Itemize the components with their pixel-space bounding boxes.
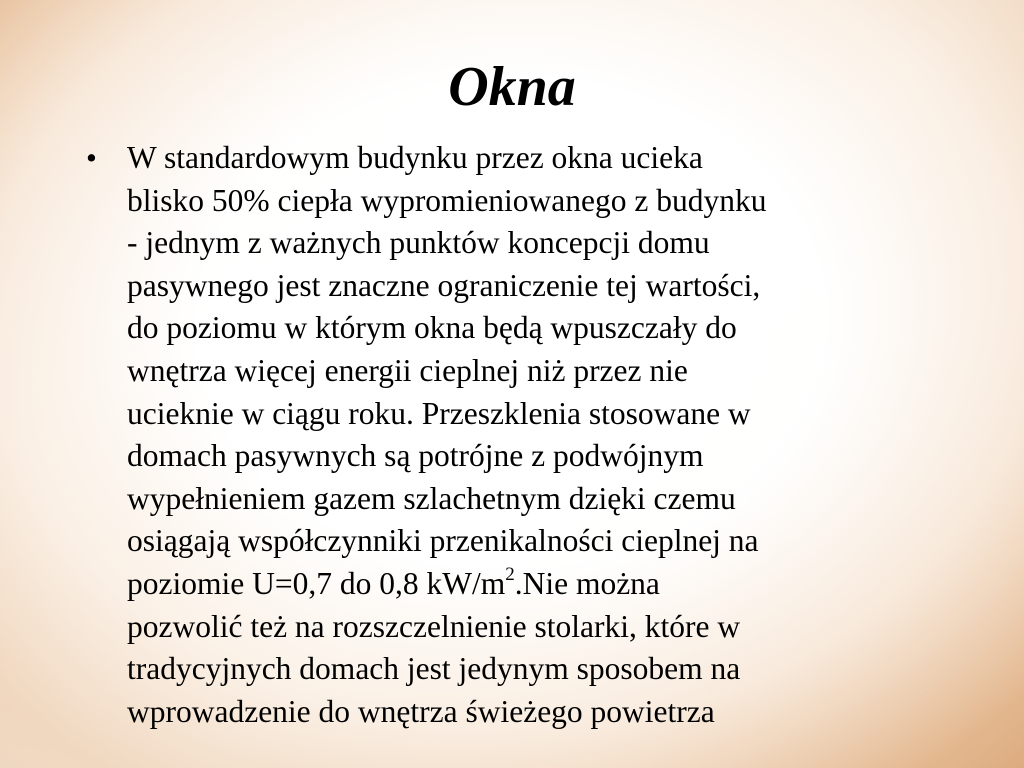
- text-line: wprowadzenie do wnętrza świeżego powietrza: [127, 693, 715, 729]
- bullet-text: [127, 137, 946, 733]
- text-line: domach pasywnych są potrójne z podwójnym: [127, 438, 704, 474]
- text-line: blisko 50% ciepła wypromieniowanego z budynku: [127, 182, 767, 218]
- bullet-icon: •: [86, 140, 97, 175]
- text-line-with-unit: [127, 563, 946, 606]
- text-line: osiągają współczynniki przenikalności cieplnej na: [127, 523, 759, 559]
- unit-text-after: .Nie można: [514, 565, 660, 601]
- text-line: tradycyjnych domach jest jedynym sposobem na: [127, 651, 741, 687]
- slide-title: Okna: [448, 56, 576, 118]
- text-line: do poziomu w którym okna będą wpuszczały do: [127, 310, 737, 346]
- text-line: W standardowym budynku przez okna ucieka: [127, 140, 703, 175]
- bullet-item: [86, 137, 946, 733]
- slide-content: [86, 137, 946, 733]
- text-line: - jednym z ważnych punktów koncepcji domu: [127, 225, 710, 261]
- text-line: wypełnieniem gazem szlachetnym dzięki czemu: [127, 480, 736, 516]
- text-line: ucieknie w ciągu roku. Przeszklenia stosowane w: [127, 395, 751, 431]
- unit-superscript: 2: [505, 564, 515, 586]
- text-line: pasywnego jest znaczne ograniczenie tej wartości,: [127, 267, 761, 303]
- text-line: wnętrza więcej energii cieplnej niż przez nie: [127, 352, 688, 388]
- unit-text-before: poziomie U=0,7 do 0,8 kW/m: [127, 565, 506, 601]
- text-line: pozwolić też na rozszczelnienie stolarki, które w: [127, 608, 741, 644]
